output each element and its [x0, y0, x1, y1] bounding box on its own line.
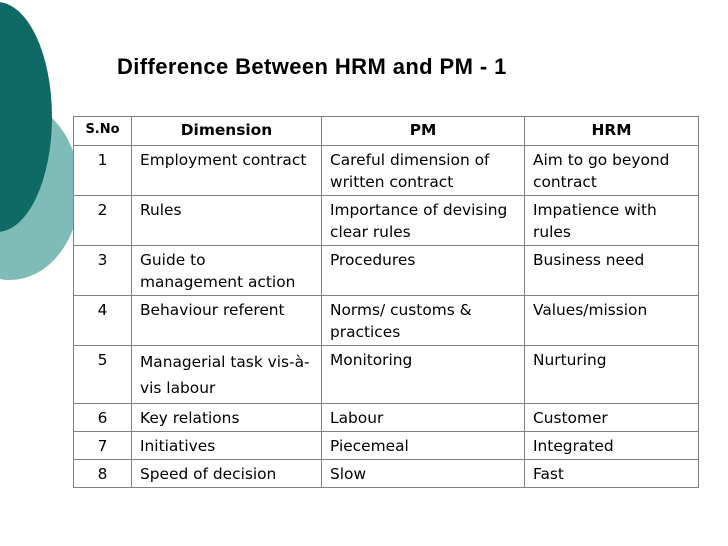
comparison-table: [73, 116, 699, 488]
cell-sno: 8: [74, 460, 132, 488]
cell-hrm: Values/mission: [525, 296, 699, 346]
cell-sno: 6: [74, 404, 132, 432]
table-row: [74, 404, 699, 432]
cell-dimension: Behaviour referent: [132, 296, 322, 346]
table-row: [74, 246, 699, 296]
cell-sno: 3: [74, 246, 132, 296]
cell-hrm: Integrated: [525, 432, 699, 460]
cell-sno: 5: [74, 346, 132, 404]
cell-dimension: Speed of decision: [132, 460, 322, 488]
cell-sno: 2: [74, 196, 132, 246]
cell-dimension: Initiatives: [132, 432, 322, 460]
slide-title: Difference Between HRM and PM - 1: [117, 54, 507, 79]
cell-sno: 7: [74, 432, 132, 460]
header-hrm: HRM: [525, 117, 699, 146]
table-row: [74, 296, 699, 346]
header-sno: S.No: [74, 117, 132, 146]
table-row: [74, 196, 699, 246]
table-row: [74, 146, 699, 196]
header-pm: PM: [322, 117, 525, 146]
cell-pm: Norms/ customs & practices: [322, 296, 525, 346]
cell-hrm: Fast: [525, 460, 699, 488]
table-row: [74, 346, 699, 404]
cell-dimension: Rules: [132, 196, 322, 246]
cell-pm: Labour: [322, 404, 525, 432]
table-row: [74, 460, 699, 488]
cell-hrm: Aim to go beyond contract: [525, 146, 699, 196]
cell-pm: Importance of devising clear rules: [322, 196, 525, 246]
cell-sno: 4: [74, 296, 132, 346]
cell-pm: Slow: [322, 460, 525, 488]
table-row: [74, 432, 699, 460]
header-dimension: Dimension: [132, 117, 322, 146]
cell-hrm: Nurturing: [525, 346, 699, 404]
cell-hrm: Business need: [525, 246, 699, 296]
cell-pm: Procedures: [322, 246, 525, 296]
cell-pm: Piecemeal: [322, 432, 525, 460]
cell-pm: Monitoring: [322, 346, 525, 404]
cell-dimension: Guide to management action: [132, 246, 322, 296]
cell-sno: 1: [74, 146, 132, 196]
cell-hrm: Impatience with rules: [525, 196, 699, 246]
cell-dimension: Key relations: [132, 404, 322, 432]
cell-pm: Careful dimension of written contract: [322, 146, 525, 196]
cell-hrm: Customer: [525, 404, 699, 432]
header-row: [74, 117, 699, 146]
cell-dimension: Employment contract: [132, 146, 322, 196]
cell-dimension: Managerial task vis-à-vis labour: [132, 346, 322, 404]
decorative-circles: [0, 0, 80, 300]
